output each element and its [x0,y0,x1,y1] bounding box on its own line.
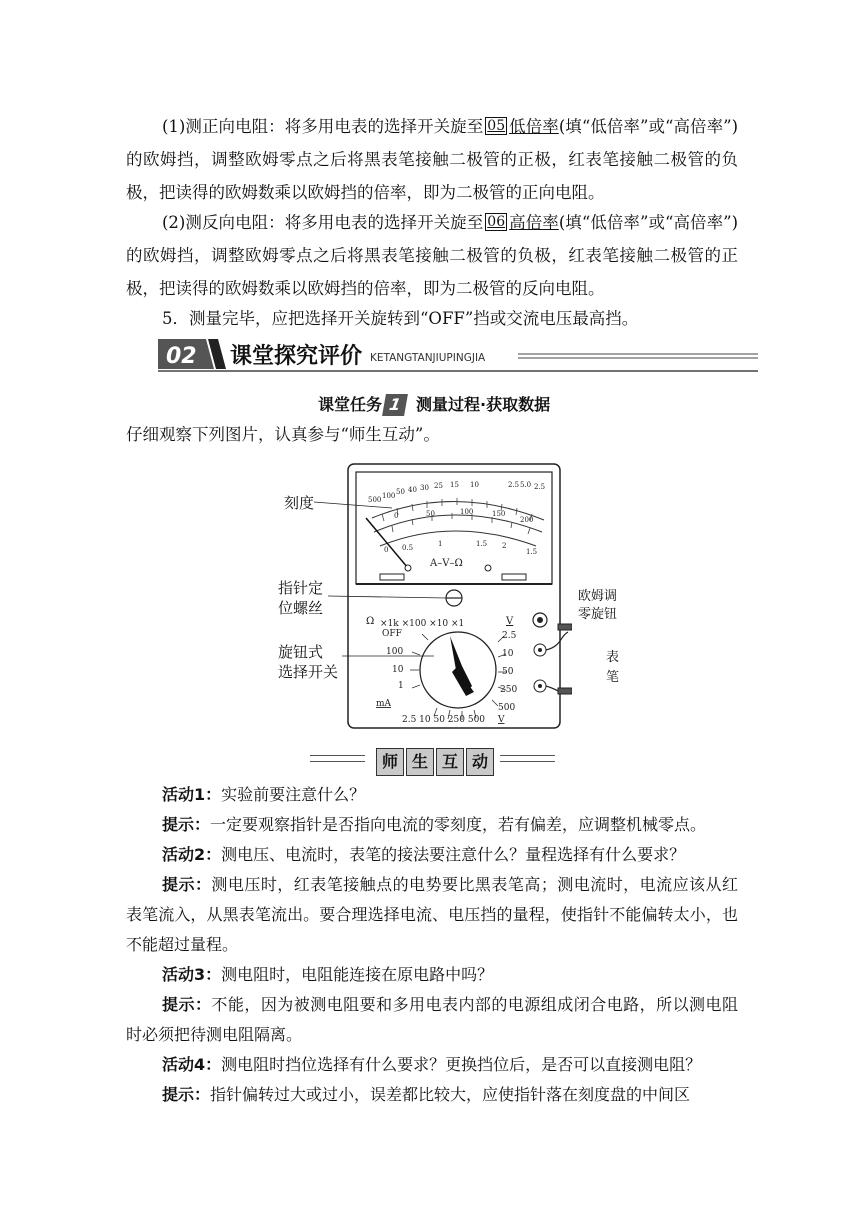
label-pointer-screw-line2: 位螺丝 [278,599,324,617]
range-label: 10 [502,649,514,659]
section-number: 02 [166,344,197,369]
activity-label: 活动3： [162,965,222,984]
range-label: 2.5 [502,631,517,641]
label-test-leads [606,648,619,688]
label-rotary-switch-line2: 选择开关 [278,663,339,681]
scale-label: 500 [368,496,382,504]
finish-text: 5．测量完毕，应把选择开关旋转到“OFF”挡或交流电压最高挡。 [162,309,639,328]
section-banner [158,336,758,372]
hint-text: 指针偏转过大或过小，误差都比较大，应使指针落在刻度盘的中间区 [210,1085,691,1104]
header-double-line-left [310,755,365,762]
range-label: 50 [502,667,514,677]
teacher-student-interaction-header [310,746,550,776]
task-title: 测量过程·获取数据 [416,395,551,414]
header-char: 动 [466,748,494,776]
header-char: 互 [436,748,464,776]
probe-black [558,688,572,694]
scale-label: 150 [492,510,506,518]
intro-text: 仔细观察下列图片，认真参与“师生互动”。 [126,425,440,444]
activity-label: 活动2： [162,845,222,864]
scale-label: 1 [438,540,443,548]
activity-question: 实验前要注意什么？ [221,785,366,804]
hint-label: 提示： [162,875,212,894]
label-ohm-zero-knob [578,588,617,624]
hint-label: 提示： [162,995,212,1014]
hint-text: 不能，因为被测电阻要和多用电表内部的电源组成闭合电路，所以测电阻时必须把待测电阻隔离。 [126,995,738,1044]
label-test-leads-line1: 表 [606,650,620,665]
section-banner-graphic [158,336,758,372]
forward-resistance-paragraph [126,110,738,209]
label-test-leads-line2: 笔 [606,670,620,685]
label-pointer-screw-line1: 指针定 [278,579,324,597]
activity-4 [126,1050,738,1080]
range-label: 500 [498,703,516,713]
hint-label: 提示： [162,815,211,834]
reverse-answer: 高倍率 [509,213,559,232]
section-title: 课堂探究评价 [230,344,363,369]
scale-label: 2.5 [508,481,520,489]
header-double-line-right [500,755,555,762]
scale-label: 0 [384,546,389,554]
hint-text: 测电压时，红表笔接触点的电势要比黑表笔高；测电流时，电流应该从红表笔流入，从黑表笔流出。要合理选择电流、电压挡的量程，使指针不能偏转太小，也不能超过量程。 [126,875,738,954]
range-label: 100 [386,647,404,657]
range-label: 10 [392,665,404,675]
reverse-resistance-paragraph [126,206,738,305]
ohm-range-labels: ×1k ×100 ×10 ×1 [380,619,465,629]
activity-1 [126,780,738,810]
forward-answer: 低倍率 [509,117,559,136]
scale-label: 0.5 [402,544,414,552]
range-label: 250 [500,685,518,695]
activity-question: 测电阻时，电阻能连接在原电路中吗？ [221,965,494,984]
bottom-range-labels: 2.5 10 50 250 500 [402,715,486,725]
activity-label: 活动4： [162,1055,222,1074]
hint-text: 一定要观察指针是否指向电流的零刻度，若有偏差，应调整机械零点。 [210,815,707,834]
range-label: OFF [382,629,402,639]
scale-label: 200 [520,516,534,524]
label-ohm-zero-line2: 零旋钮 [578,607,618,622]
activity-2 [126,840,738,870]
label-scale: 刻度 [284,494,315,512]
bottom-voltage-label: V [498,715,505,725]
activity-question: 测电压、电流时，表笔的接法要注意什么？量程选择有什么要求？ [221,845,686,864]
answer-number-badge: 05 [487,118,506,134]
activity-label: 活动1： [162,785,222,804]
ma-label: mA [376,699,392,709]
answer-number-badge: 06 [487,214,506,230]
reverse-text-pre: (2)测反向电阻：将多用电表的选择开关旋至 [162,213,484,232]
label-rotary-switch [278,642,338,682]
scale-label: 0 [394,512,399,520]
label-ohm-zero-line1: 欧姆调 [578,589,618,604]
scale-label: 100 [382,492,396,500]
voltage-label: V [506,616,514,627]
label-pointer-screw [278,578,323,618]
scale-label: 100 [460,508,474,516]
scale-label: 50 [426,510,435,518]
scale-label: 5.0 [520,481,532,489]
finish-paragraph [126,302,738,335]
task-number-badge: 1 [382,394,408,416]
task-label: 课堂任务 [318,395,383,414]
hint-4 [126,1080,738,1110]
scale-label: 10 [470,481,479,489]
forward-text-post: (填“低倍率”或“高倍率”)的欧姆挡，调整欧姆零点之后将黑表笔接触二极管的正极，红表笔接触二极管的负极，把读得的欧姆数乘以欧姆挡的倍率，即为二极管的正向电阻。 [126,117,739,202]
range-label: 1 [398,681,404,691]
scale-label: 2.5 [534,483,546,491]
probe-red [558,624,572,630]
hint-label: 提示： [162,1085,211,1104]
scale-label: 40 [408,486,417,494]
reverse-text-post: (填“低倍率”或“高倍率”)的欧姆挡，调整欧姆零点之后将黑表笔接触二极管的负极，红表笔接触二极管的正极，把读得的欧姆数乘以欧姆挡的倍率，即为二极管的反向电阻。 [126,213,739,298]
scale-label: 30 [420,484,429,492]
hint-2 [126,870,738,960]
forward-text-pre: (1)测正向电阻：将多用电表的选择开关旋至 [162,117,484,136]
ohm-symbol: Ω [366,616,375,627]
scale-label: 25 [434,482,443,490]
label-rotary-switch-line1: 旋钮式 [278,643,324,661]
hint-3 [126,990,738,1050]
scale-label: 2 [502,542,507,550]
scale-label: 1.5 [526,548,538,556]
dial-text: A–V–Ω [430,558,463,569]
header-char: 生 [406,748,434,776]
section-pinyin: KETANGTANJIUPINGJIA [370,352,486,364]
activity-3 [126,960,738,990]
task-heading [318,392,550,416]
activity-question: 测电阻时挡位选择有什么要求？更换挡位后，是否可以直接测电阻？ [221,1055,702,1074]
scale-label: 50 [396,488,405,496]
scale-label: 15 [450,481,459,489]
hint-1 [126,810,738,840]
scale-label: 1.5 [476,540,488,548]
header-char: 师 [376,748,404,776]
